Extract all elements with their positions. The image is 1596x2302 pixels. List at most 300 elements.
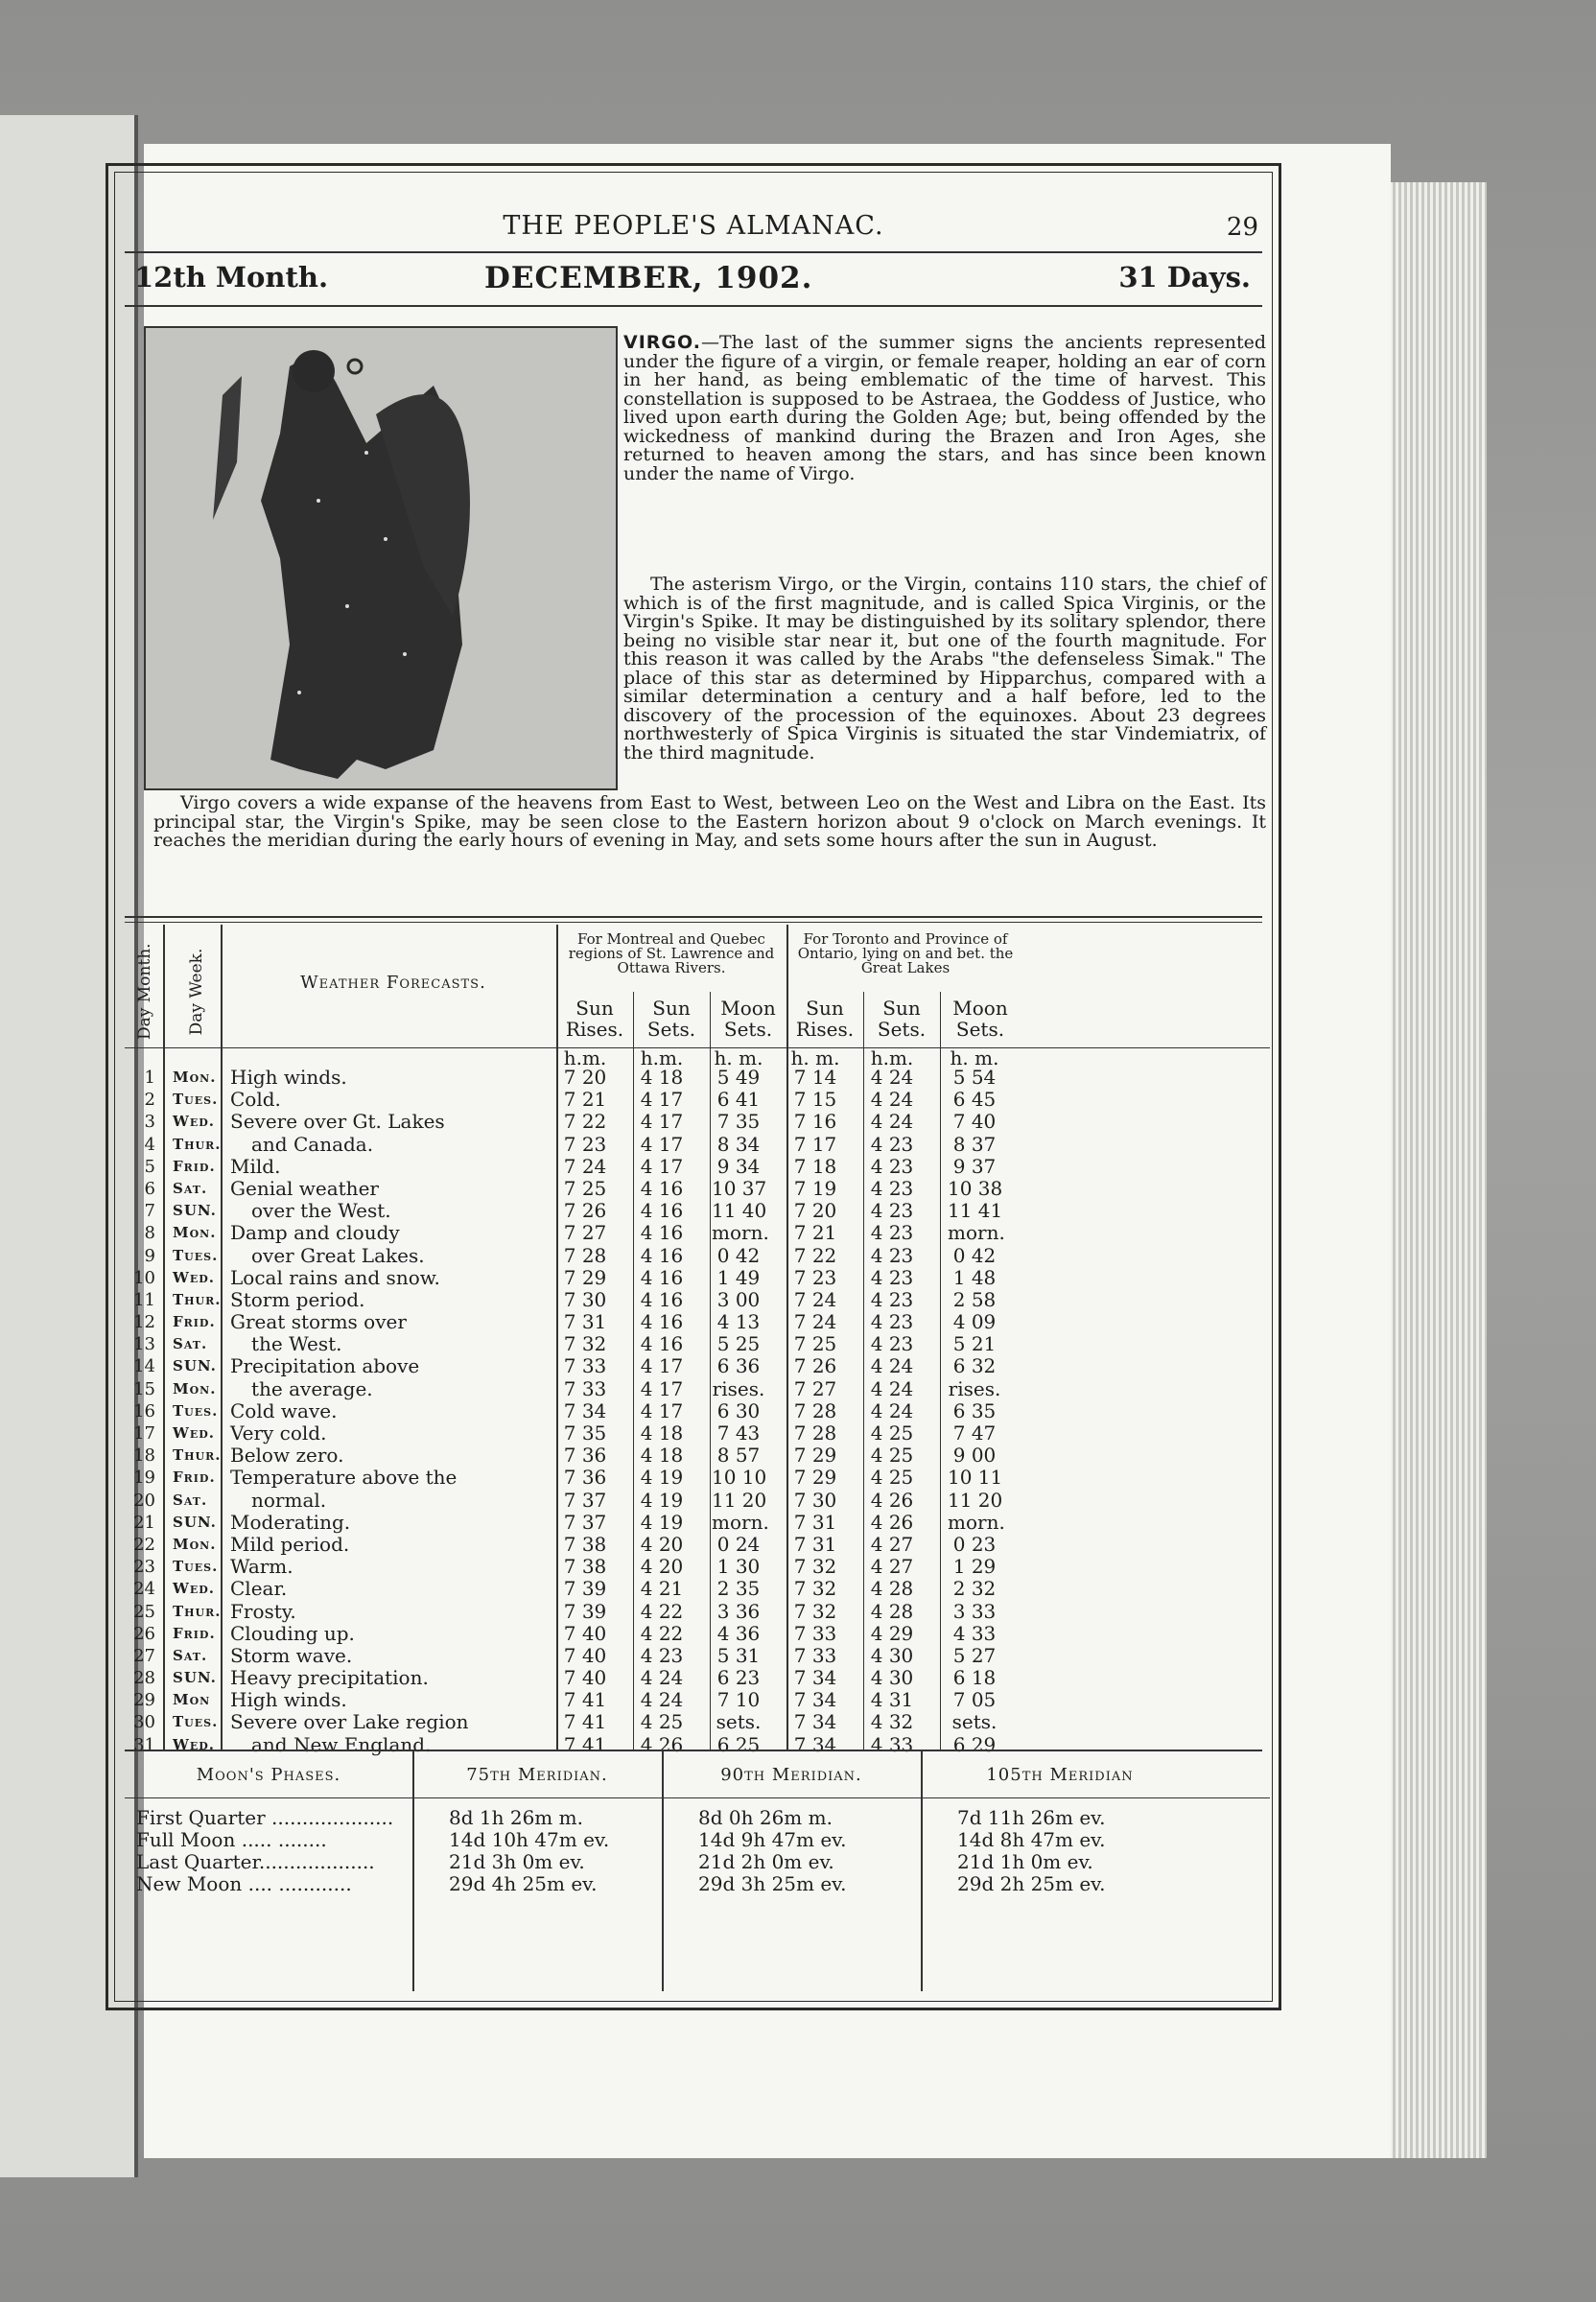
day-of-week: Mon. xyxy=(173,1379,217,1398)
day-of-month: 30 xyxy=(133,1712,155,1733)
sun-sets-montreal: 4 18 xyxy=(640,1421,684,1445)
moon-phases-title: Moon's Phases. xyxy=(196,1765,341,1785)
sun-sets-montreal: 4 24 xyxy=(640,1666,684,1690)
phase-time-75: 21d 3h 0m ev. xyxy=(449,1850,585,1873)
moon-sets-toronto: rises. xyxy=(948,1376,1001,1400)
sun-sets-montreal: 4 24 xyxy=(640,1688,684,1712)
weather-forecast: Local rains and snow. xyxy=(230,1265,440,1289)
phase-time-105: 29d 2h 25m ev. xyxy=(957,1872,1106,1895)
sun-sets-montreal: 4 20 xyxy=(640,1532,684,1556)
header-moon-sets-1: Moon Sets. xyxy=(720,997,776,1041)
moon-sets-montreal: 6 25 xyxy=(716,1732,761,1756)
weather-forecast: High winds. xyxy=(230,1688,347,1712)
column-divider xyxy=(412,1751,414,1991)
virgo-body: —The last of the summer signs the ancients represented under the figure of a virgin, or female reaper, holding an ear of corn in her hand, as being emblematic of the time of harvest. This constellation is supposed to be Astraea, the Goddess of Justice, who lived upon earth during the Golden Age; but, being offended by the wickedness of mankind during the Brazen and Iron Ages, she returned to heaven among the stars, and has since been known under the name of Virgo. xyxy=(623,332,1266,484)
header-day-month-text: Day Month. xyxy=(135,943,154,1040)
table-row xyxy=(125,1378,1270,1400)
moon-sets-toronto: 6 35 xyxy=(952,1398,997,1422)
sun-sets-montreal: 4 18 xyxy=(640,1066,684,1089)
weather-forecast: Moderating. xyxy=(230,1510,351,1534)
day-of-month: 2 xyxy=(144,1090,155,1111)
day-of-month: 6 xyxy=(144,1178,155,1199)
day-of-week: Tues. xyxy=(173,1091,219,1109)
moon-sets-toronto: 11 41 xyxy=(948,1199,1003,1223)
moon-sets-montreal: 1 49 xyxy=(716,1265,761,1289)
sun-rises-toronto: 7 33 xyxy=(793,1621,837,1645)
sun-sets-toronto: 4 23 xyxy=(870,1310,914,1334)
meridian-90-header: 90th Meridian. xyxy=(720,1765,862,1785)
day-of-week: Tues. xyxy=(173,1246,219,1264)
sun-rises-montreal: 7 27 xyxy=(563,1221,607,1245)
phase-time-105: 7d 11h 26m ev. xyxy=(957,1806,1106,1829)
header-rule xyxy=(125,251,1262,253)
weather-forecast: High winds. xyxy=(230,1066,347,1089)
day-of-week: SUN. xyxy=(173,1357,217,1375)
sun-rises-toronto: 7 17 xyxy=(793,1132,837,1156)
day-of-month: 13 xyxy=(133,1334,155,1355)
table-row xyxy=(125,1467,1270,1489)
weather-forecast: Genial weather xyxy=(230,1176,379,1200)
day-of-month: 27 xyxy=(133,1645,155,1666)
weather-forecast: Cold wave. xyxy=(230,1398,338,1422)
moon-sets-toronto: 2 58 xyxy=(952,1287,997,1311)
moon-sets-montreal: morn. xyxy=(712,1221,769,1245)
weather-forecast: the West. xyxy=(251,1332,342,1356)
day-of-month: 24 xyxy=(133,1579,155,1600)
moon-sets-toronto: sets. xyxy=(951,1710,998,1734)
sun-rises-montreal: 7 34 xyxy=(563,1398,607,1422)
weather-forecast: Frosty. xyxy=(230,1599,296,1623)
unit-label: h.m. xyxy=(563,1046,607,1069)
sun-sets-toronto: 4 23 xyxy=(870,1154,914,1178)
running-head: THE PEOPLE'S ALMANAC. xyxy=(503,211,884,241)
moon-sets-montreal: 9 34 xyxy=(716,1154,761,1178)
moon-sets-toronto: 1 48 xyxy=(952,1265,997,1289)
weather-forecast: Very cold. xyxy=(230,1421,327,1445)
moon-sets-toronto: 6 45 xyxy=(952,1088,997,1112)
day-of-week: Mon. xyxy=(173,1535,217,1553)
page-title: DECEMBER, 1902. xyxy=(484,261,813,295)
sun-sets-toronto: 4 28 xyxy=(870,1577,914,1601)
day-of-week: Thur. xyxy=(173,1602,222,1620)
table-row xyxy=(125,1355,1270,1377)
weather-forecast: Cold. xyxy=(230,1088,281,1112)
moon-sets-montreal: rises. xyxy=(712,1376,765,1400)
virgo-illustration xyxy=(144,326,618,790)
sun-sets-toronto: 4 25 xyxy=(870,1466,914,1490)
sun-sets-montreal: 4 17 xyxy=(640,1132,684,1156)
day-of-month: 9 xyxy=(144,1245,155,1266)
moon-sets-montreal: 6 30 xyxy=(716,1398,761,1422)
sun-rises-montreal: 7 35 xyxy=(563,1421,607,1445)
day-of-week: SUN. xyxy=(173,1202,217,1220)
day-of-week: Wed. xyxy=(173,1268,215,1286)
moon-sets-toronto: morn. xyxy=(948,1221,1005,1245)
moon-sets-montreal: morn. xyxy=(712,1510,769,1534)
sun-rises-montreal: 7 29 xyxy=(563,1265,607,1289)
day-of-month: 14 xyxy=(133,1356,155,1377)
moon-sets-toronto: 2 32 xyxy=(952,1577,997,1601)
table-row xyxy=(125,1267,1270,1289)
moon-sets-montreal: 10 37 xyxy=(712,1176,767,1200)
header-sun-rises-1: Sun Rises. xyxy=(565,997,624,1041)
phase-time-105: 21d 1h 0m ev. xyxy=(957,1850,1093,1873)
days-count: 31 Days. xyxy=(1118,261,1251,294)
sun-rises-montreal: 7 39 xyxy=(563,1599,607,1623)
table-row xyxy=(125,1311,1270,1333)
phase-name: New Moon .... ............ xyxy=(136,1872,352,1895)
sun-rises-toronto: 7 29 xyxy=(793,1444,837,1468)
moon-sets-toronto: 7 40 xyxy=(952,1110,997,1134)
moon-sets-toronto: 0 23 xyxy=(952,1532,997,1556)
day-of-week: Wed. xyxy=(173,1424,215,1442)
sun-sets-toronto: 4 26 xyxy=(870,1510,914,1534)
phases-header-underline xyxy=(125,1797,1270,1798)
sun-rises-montreal: 7 20 xyxy=(563,1066,607,1089)
day-of-week: Sat. xyxy=(173,1646,208,1664)
moon-sets-toronto: 0 42 xyxy=(952,1243,997,1267)
moon-sets-toronto: 6 29 xyxy=(952,1732,997,1756)
table-row xyxy=(125,1556,1270,1578)
sun-rises-toronto: 7 34 xyxy=(793,1710,837,1734)
sun-sets-toronto: 4 26 xyxy=(870,1488,914,1512)
sun-rises-montreal: 7 36 xyxy=(563,1444,607,1468)
day-of-month: 4 xyxy=(144,1134,155,1155)
sun-rises-montreal: 7 36 xyxy=(563,1466,607,1490)
moon-sets-montreal: 5 49 xyxy=(716,1066,761,1089)
weather-forecast: Storm period. xyxy=(230,1287,365,1311)
moon-sets-toronto: 1 29 xyxy=(952,1555,997,1579)
sun-rises-toronto: 7 22 xyxy=(793,1243,837,1267)
table-row xyxy=(125,1512,1270,1534)
sun-sets-toronto: 4 24 xyxy=(870,1398,914,1422)
sun-sets-montreal: 4 16 xyxy=(640,1287,684,1311)
column-divider xyxy=(662,1751,664,1991)
moon-sets-montreal: 3 00 xyxy=(716,1287,761,1311)
table-row xyxy=(125,1178,1270,1200)
sun-rises-toronto: 7 32 xyxy=(793,1555,837,1579)
sun-sets-toronto: 4 29 xyxy=(870,1621,914,1645)
sun-rises-montreal: 7 30 xyxy=(563,1287,607,1311)
moon-sets-montreal: 8 34 xyxy=(716,1132,761,1156)
day-of-month: 26 xyxy=(133,1623,155,1644)
day-of-week: Sat. xyxy=(173,1491,208,1509)
sun-rises-toronto: 7 26 xyxy=(793,1354,837,1378)
sun-sets-toronto: 4 32 xyxy=(870,1710,914,1734)
moon-sets-montreal: 0 24 xyxy=(716,1532,761,1556)
sun-sets-montreal: 4 19 xyxy=(640,1488,684,1512)
day-of-week: Sat. xyxy=(173,1179,208,1197)
sun-sets-toronto: 4 23 xyxy=(870,1265,914,1289)
sun-rises-montreal: 7 40 xyxy=(563,1666,607,1690)
moon-sets-montreal: 7 10 xyxy=(716,1688,761,1712)
sun-sets-montreal: 4 17 xyxy=(640,1110,684,1134)
sun-rises-montreal: 7 33 xyxy=(563,1354,607,1378)
sun-sets-toronto: 4 23 xyxy=(870,1132,914,1156)
moon-sets-montreal: 6 23 xyxy=(716,1666,761,1690)
moon-sets-montreal: 5 25 xyxy=(716,1332,761,1356)
sun-sets-montreal: 4 19 xyxy=(640,1466,684,1490)
sun-sets-montreal: 4 16 xyxy=(640,1332,684,1356)
table-top-rule xyxy=(125,916,1262,918)
weather-forecast: and New England. xyxy=(251,1732,432,1756)
table-row xyxy=(125,1333,1270,1355)
sun-sets-montreal: 4 20 xyxy=(640,1555,684,1579)
day-of-month: 11 xyxy=(133,1289,155,1310)
moon-sets-toronto: 10 11 xyxy=(948,1466,1003,1490)
header-region-toronto: For Toronto and Province of Ontario, lying on and bet. the Great Lakes xyxy=(797,930,1014,976)
sun-rises-toronto: 7 15 xyxy=(793,1088,837,1112)
table-row xyxy=(125,1134,1270,1156)
sun-rises-toronto: 7 34 xyxy=(793,1666,837,1690)
sun-rises-toronto: 7 34 xyxy=(793,1732,837,1756)
day-of-month: 28 xyxy=(133,1668,155,1689)
unit-label: h. m. xyxy=(950,1046,999,1069)
sun-rises-toronto: 7 25 xyxy=(793,1332,837,1356)
day-of-month: 31 xyxy=(133,1734,155,1755)
sun-sets-toronto: 4 23 xyxy=(870,1176,914,1200)
weather-forecast: and Canada. xyxy=(251,1132,374,1156)
phase-name: First Quarter .................... xyxy=(136,1806,394,1829)
moon-sets-toronto: 3 33 xyxy=(952,1599,997,1623)
sun-rises-toronto: 7 14 xyxy=(793,1066,837,1089)
sun-rises-montreal: 7 41 xyxy=(563,1732,607,1756)
page-frame-inner xyxy=(114,172,1273,2002)
day-of-month: 1 xyxy=(144,1068,155,1088)
sun-sets-toronto: 4 25 xyxy=(870,1421,914,1445)
table-row xyxy=(125,1245,1270,1267)
sun-sets-montreal: 4 21 xyxy=(640,1577,684,1601)
sun-sets-toronto: 4 24 xyxy=(870,1088,914,1112)
day-of-month: 25 xyxy=(133,1601,155,1622)
day-of-month: 22 xyxy=(133,1534,155,1555)
table-row xyxy=(125,1689,1270,1711)
table-row xyxy=(125,1067,1270,1089)
day-of-week: Frid. xyxy=(173,1468,216,1487)
sun-rises-toronto: 7 28 xyxy=(793,1398,837,1422)
unit-label: h. m. xyxy=(790,1046,840,1069)
day-of-week: Frid. xyxy=(173,1624,216,1642)
sun-sets-toronto: 4 24 xyxy=(870,1110,914,1134)
sun-sets-toronto: 4 31 xyxy=(870,1688,914,1712)
day-of-month: 3 xyxy=(144,1112,155,1133)
sun-rises-toronto: 7 21 xyxy=(793,1221,837,1245)
moon-sets-toronto: 4 33 xyxy=(952,1621,997,1645)
sun-rises-montreal: 7 26 xyxy=(563,1199,607,1223)
moon-sets-montreal: 4 36 xyxy=(716,1621,761,1645)
moon-sets-montreal: 3 36 xyxy=(716,1599,761,1623)
sun-sets-toronto: 4 23 xyxy=(870,1243,914,1267)
moon-sets-montreal: 8 57 xyxy=(716,1444,761,1468)
moon-sets-toronto: 9 37 xyxy=(952,1154,997,1178)
day-of-month: 16 xyxy=(133,1400,155,1421)
header-day-month xyxy=(129,934,161,1040)
table-top-rule-thin xyxy=(125,922,1262,923)
table-row xyxy=(125,1711,1270,1733)
sun-rises-montreal: 7 22 xyxy=(563,1110,607,1134)
sun-sets-toronto: 4 24 xyxy=(870,1066,914,1089)
sun-rises-toronto: 7 32 xyxy=(793,1577,837,1601)
header-moon-sets-2: Moon Sets. xyxy=(952,997,1008,1041)
virgo-figure-image xyxy=(146,328,616,788)
sun-rises-toronto: 7 20 xyxy=(793,1199,837,1223)
day-of-month: 15 xyxy=(133,1378,155,1399)
table-row xyxy=(125,1534,1270,1556)
sun-sets-montreal: 4 19 xyxy=(640,1510,684,1534)
phase-time-90: 29d 3h 25m ev. xyxy=(698,1872,847,1895)
weather-forecast: Clear. xyxy=(230,1577,288,1601)
table-row xyxy=(125,1222,1270,1244)
day-of-week: Wed. xyxy=(173,1735,215,1753)
moon-sets-montreal: 6 41 xyxy=(716,1088,761,1112)
day-of-month: 8 xyxy=(144,1223,155,1244)
table-row xyxy=(125,1667,1270,1689)
sun-rises-toronto: 7 24 xyxy=(793,1287,837,1311)
phase-time-75: 8d 1h 26m m. xyxy=(449,1806,583,1829)
weather-forecast: over the West. xyxy=(251,1199,391,1223)
virgo-heading: VIRGO. xyxy=(623,332,701,353)
moon-sets-toronto: 7 47 xyxy=(952,1421,997,1445)
sun-sets-toronto: 4 23 xyxy=(870,1199,914,1223)
weather-forecast: Precipitation above xyxy=(230,1354,420,1378)
moon-sets-toronto: 5 21 xyxy=(952,1332,997,1356)
day-of-week: Mon. xyxy=(173,1224,217,1242)
sun-sets-montreal: 4 23 xyxy=(640,1643,684,1667)
day-of-month: 17 xyxy=(133,1423,155,1444)
table-row xyxy=(125,1111,1270,1133)
sun-rises-montreal: 7 38 xyxy=(563,1532,607,1556)
sun-rises-montreal: 7 37 xyxy=(563,1510,607,1534)
day-of-week: Tues. xyxy=(173,1401,219,1420)
sun-rises-toronto: 7 34 xyxy=(793,1688,837,1712)
moon-sets-montreal: 7 35 xyxy=(716,1110,761,1134)
sun-rises-montreal: 7 39 xyxy=(563,1577,607,1601)
weather-forecast: Below zero. xyxy=(230,1444,344,1468)
header-day-week-text: Day Week. xyxy=(187,948,206,1036)
virgo-paragraph xyxy=(623,334,1266,483)
day-rows xyxy=(125,1067,1270,1756)
moon-sets-toronto: 11 20 xyxy=(948,1488,1003,1512)
day-of-week: Wed. xyxy=(173,1580,215,1598)
sun-rises-montreal: 7 40 xyxy=(563,1643,607,1667)
moon-sets-toronto: 5 27 xyxy=(952,1643,997,1667)
table-row xyxy=(125,1445,1270,1467)
unit-label: h. m. xyxy=(714,1046,763,1069)
sun-rises-montreal: 7 41 xyxy=(563,1688,607,1712)
sun-sets-toronto: 4 24 xyxy=(870,1376,914,1400)
unit-label: h.m. xyxy=(870,1046,914,1069)
table-row xyxy=(125,1089,1270,1111)
table-row xyxy=(125,1578,1270,1600)
day-of-week: Thur. xyxy=(173,1290,222,1308)
day-of-week: Thur. xyxy=(173,1446,222,1465)
unit-label: h.m. xyxy=(640,1046,684,1069)
sun-sets-montreal: 4 16 xyxy=(640,1176,684,1200)
moon-sets-montreal: 2 35 xyxy=(716,1577,761,1601)
header-weather-forecasts: Weather Forecasts. xyxy=(300,973,486,993)
weather-forecast: the average. xyxy=(251,1376,373,1400)
moon-sets-toronto: morn. xyxy=(948,1510,1005,1534)
meridian-75-header: 75th Meridian. xyxy=(466,1765,608,1785)
sun-rises-montreal: 7 41 xyxy=(563,1710,607,1734)
day-of-week: Thur. xyxy=(173,1135,222,1153)
sun-rises-montreal: 7 37 xyxy=(563,1488,607,1512)
sun-rises-montreal: 7 23 xyxy=(563,1132,607,1156)
weather-forecast: normal. xyxy=(251,1488,327,1512)
header-day-week xyxy=(180,934,213,1040)
moon-sets-toronto: 6 18 xyxy=(952,1666,997,1690)
day-of-week: SUN. xyxy=(173,1513,217,1531)
sun-sets-toronto: 4 24 xyxy=(870,1354,914,1378)
day-of-week: Tues. xyxy=(173,1713,219,1731)
sun-sets-montreal: 4 17 xyxy=(640,1154,684,1178)
weather-forecast: Heavy precipitation. xyxy=(230,1666,429,1690)
page-number: 29 xyxy=(1226,213,1258,242)
table-row xyxy=(125,1156,1270,1178)
sun-rises-toronto: 7 32 xyxy=(793,1599,837,1623)
moon-sets-montreal: 6 36 xyxy=(716,1354,761,1378)
weather-forecast: Severe over Lake region xyxy=(230,1710,469,1734)
moon-sets-montreal: 1 30 xyxy=(716,1555,761,1579)
weather-forecast: Mild. xyxy=(230,1154,281,1178)
meridian-105-header: 105th Meridian xyxy=(986,1765,1134,1785)
sun-sets-montreal: 4 16 xyxy=(640,1199,684,1223)
day-of-month: 7 xyxy=(144,1201,155,1222)
sun-sets-montreal: 4 17 xyxy=(640,1398,684,1422)
column-divider xyxy=(921,1751,923,1991)
moon-sets-montreal: 7 43 xyxy=(716,1421,761,1445)
table-row xyxy=(125,1422,1270,1445)
day-of-month: 18 xyxy=(133,1445,155,1467)
day-of-week: Tues. xyxy=(173,1558,219,1576)
table-row xyxy=(125,1400,1270,1422)
phase-time-90: 14d 9h 47m ev. xyxy=(698,1828,847,1851)
weather-forecast: Severe over Gt. Lakes xyxy=(230,1110,445,1134)
sun-rises-montreal: 7 28 xyxy=(563,1243,607,1267)
moon-sets-montreal: 10 10 xyxy=(712,1466,767,1490)
sun-sets-montreal: 4 18 xyxy=(640,1444,684,1468)
table-row xyxy=(125,1645,1270,1667)
asterism-paragraph: The asterism Virgo, or the Virgin, contains 110 stars, the chief of which is of the first magnitude, and is called Spica Virginis, or the Virgin's Spike. It may be distinguished by its solitary splendor, there being no visible star near it, but one of the fourth magnitude. For this reason it was called by the Arabs "the defenseless Simak." The place of this star as determined by Hipparchus, compared with a similar determination a century and a half before, led to the discovery of the procession of the equinoxes. About 23 degrees northwesterly of Spica Virginis is situated the star Vindemiatrix, of the third magnitude. xyxy=(623,574,1266,763)
sun-sets-toronto: 4 33 xyxy=(870,1732,914,1756)
phase-time-105: 14d 8h 47m ev. xyxy=(957,1828,1106,1851)
weather-forecast: over Great Lakes. xyxy=(251,1243,425,1267)
day-of-month: 20 xyxy=(133,1490,155,1511)
moon-sets-montreal: 0 42 xyxy=(716,1243,761,1267)
sun-sets-toronto: 4 27 xyxy=(870,1532,914,1556)
day-of-week: SUN. xyxy=(173,1669,217,1687)
sun-sets-montreal: 4 17 xyxy=(640,1354,684,1378)
day-of-week: Sat. xyxy=(173,1335,208,1353)
sun-rises-toronto: 7 23 xyxy=(793,1265,837,1289)
sun-rises-montreal: 7 25 xyxy=(563,1176,607,1200)
sun-sets-montreal: 4 17 xyxy=(640,1088,684,1112)
weather-forecast: Temperature above the xyxy=(230,1466,458,1490)
day-of-month: 21 xyxy=(133,1512,155,1533)
sun-sets-montreal: 4 16 xyxy=(640,1265,684,1289)
sun-sets-montreal: 4 16 xyxy=(640,1243,684,1267)
virgo-extent-paragraph: Virgo covers a wide expanse of the heavens from East to West, between Leo on the West and Libra on the East. Its principal star, the Virgin's Spike, may be seen close to the Eastern horizon about 9 o'clock on March evenings. It reaches the meridian during the early hours of evening in May, and sets some hours after the sun in August. xyxy=(153,792,1266,851)
moon-sets-toronto: 9 00 xyxy=(952,1444,997,1468)
sun-rises-toronto: 7 30 xyxy=(793,1488,837,1512)
sun-sets-toronto: 4 27 xyxy=(870,1555,914,1579)
sun-rises-montreal: 7 31 xyxy=(563,1310,607,1334)
phase-name: Last Quarter................... xyxy=(136,1850,375,1873)
phase-time-75: 29d 4h 25m ev. xyxy=(449,1872,598,1895)
header-sun-rises-2: Sun Rises. xyxy=(795,997,855,1041)
weather-forecast: Mild period. xyxy=(230,1532,350,1556)
sun-rises-montreal: 7 21 xyxy=(563,1088,607,1112)
